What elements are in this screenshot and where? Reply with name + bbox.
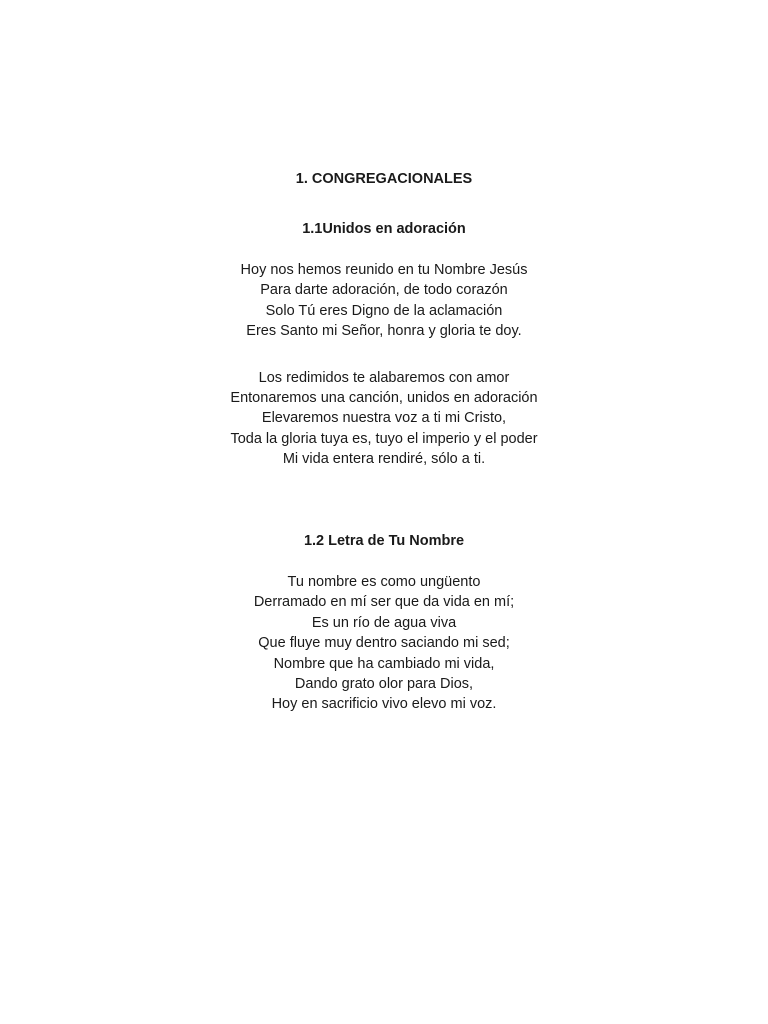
lyric-line: Toda la gloria tuya es, tuyo el imperio y el poder [230, 430, 538, 447]
stanza [0, 368, 768, 470]
lyric-line: Para darte adoración, de todo corazón [260, 282, 508, 299]
lyric-line: Hoy en sacrificio vivo elevo mi voz. [271, 696, 497, 713]
lyric-line: Los redimidos te alabaremos con amor [258, 369, 510, 386]
lyric-line: Que fluye muy dentro saciando mi sed; [258, 635, 510, 652]
lyric-line: Solo Tú eres Digno de la aclamación [265, 302, 503, 319]
lyric-line: Hoy nos hemos reunido en tu Nombre Jesús [240, 262, 528, 278]
lyric-line: Entonaremos una canción, unidos en adoración [230, 390, 538, 407]
song-letra-de-tu-nombre [0, 532, 768, 715]
song-title: 1.2 Letra de Tu Nombre [303, 533, 465, 549]
lyric-line: Mi vida entera rendiré, sólo a ti. [282, 451, 486, 468]
lyric-line: Es un río de agua viva [311, 614, 457, 631]
stanza [0, 572, 768, 715]
lyric-line: Derramado en mí ser que da vida en mí; [253, 594, 515, 611]
stanza [0, 260, 768, 342]
lyric-line: Eres Santo mi Señor, honra y gloria te doy. [246, 323, 522, 340]
lyric-line: Nombre que ha cambiado mi vida, [273, 655, 495, 672]
lyric-line: Elevaremos nuestra voz a ti mi Cristo, [261, 410, 507, 427]
lyric-line: Dando grato olor para Dios, [294, 676, 474, 693]
song-unidos-en-adoracion [0, 220, 768, 470]
song-title: 1.1Unidos en adoración [302, 221, 466, 237]
lyric-line: Tu nombre es como ungüento [287, 574, 481, 590]
section-title: 1. CONGREGACIONALES [295, 171, 473, 187]
